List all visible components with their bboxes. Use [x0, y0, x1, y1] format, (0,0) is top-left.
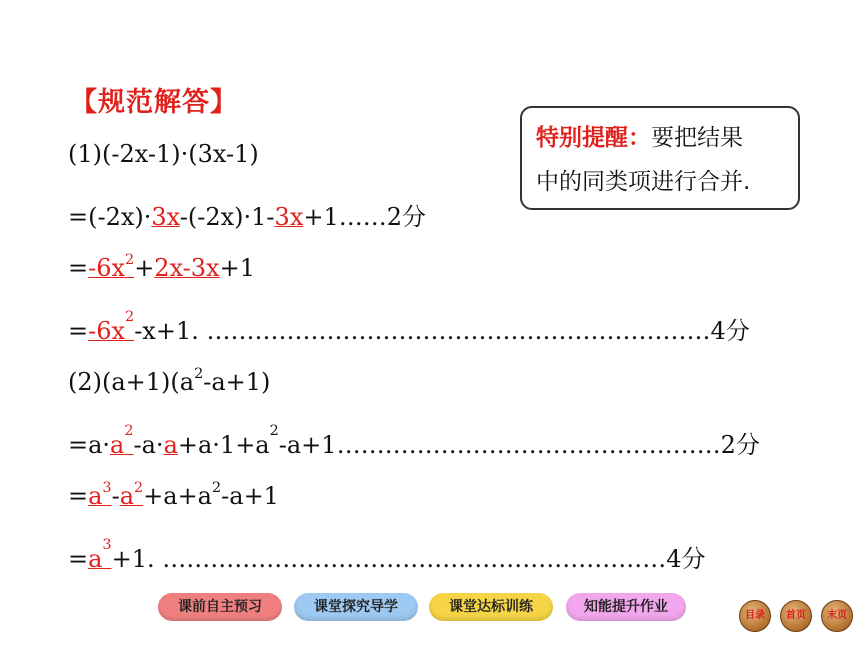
solution-line-8: [68, 539, 705, 574]
solution-line-1: (1)(-2x-1)·(3x-1): [68, 140, 259, 168]
text: =: [68, 545, 89, 573]
highlight: 3x: [151, 203, 180, 231]
exponent: 3: [102, 537, 112, 553]
highlight: [88, 254, 134, 282]
text: -a·: [133, 431, 164, 459]
text: a: [110, 431, 125, 459]
exponent: 2: [194, 366, 204, 382]
highlight: [88, 537, 112, 573]
highlight: [110, 423, 134, 459]
exponent: 2: [134, 480, 144, 496]
solution-line-4: [68, 311, 750, 346]
highlight: [120, 482, 143, 510]
text: +: [134, 254, 155, 282]
highlight: 2x-3x: [154, 254, 220, 282]
text: a: [119, 482, 134, 510]
solution-line-6: [68, 425, 760, 460]
text: -6x: [88, 254, 126, 282]
highlight: 3x: [274, 203, 304, 231]
highlight: [88, 482, 111, 510]
text: -x+1. ………………………………………………………4分: [134, 317, 750, 345]
text: +1. ………………………………………………………4分: [111, 545, 706, 573]
solution-line-2: [68, 197, 426, 232]
exponent: 3: [102, 480, 112, 496]
highlight: a: [163, 431, 178, 459]
exponent: 2: [269, 423, 279, 439]
nav-practice-button[interactable]: 课堂达标训练: [429, 593, 553, 621]
solution-line-5: [68, 368, 270, 396]
text: =: [68, 482, 89, 510]
tip-box: [520, 106, 800, 210]
exponent: 2: [125, 309, 135, 325]
text: +a+a: [143, 482, 212, 510]
text: -a+1: [221, 482, 279, 510]
text: (2)(a+1)(a: [68, 368, 195, 396]
text: -(-2x)·1-: [179, 203, 275, 231]
text: =: [68, 317, 89, 345]
text: +a·1+a: [177, 431, 270, 459]
text: a: [88, 482, 103, 510]
text: =(-2x)·: [68, 203, 152, 231]
solution-line-7: [68, 482, 279, 510]
text: +1: [219, 254, 255, 282]
end-button[interactable]: 末页: [821, 600, 853, 632]
solution-line-3: [68, 254, 255, 282]
text: a: [88, 545, 103, 573]
home-button[interactable]: 首页: [780, 600, 812, 632]
tip-text-1: 要把结果: [651, 125, 743, 151]
highlight: [88, 309, 135, 345]
text: -: [111, 482, 120, 510]
exponent: 2: [212, 480, 222, 496]
text: +1……2分: [303, 203, 427, 231]
exponent: 2: [125, 252, 135, 268]
nav-homework-button[interactable]: 知能提升作业: [566, 593, 686, 621]
tip-label: 特别提醒：: [536, 125, 651, 151]
text: =: [68, 254, 89, 282]
nav-explore-button[interactable]: 课堂探究导学: [294, 593, 418, 621]
section-heading: 【规范解答】: [70, 87, 238, 118]
exponent: 2: [124, 423, 134, 439]
text: -a+1): [203, 368, 271, 396]
tip-text-2: 中的同类项进行合并.: [536, 169, 751, 195]
text: -a+1…………………………………………2分: [278, 431, 760, 459]
toc-button[interactable]: 目录: [739, 600, 771, 632]
nav-preview-button[interactable]: 课前自主预习: [158, 593, 282, 621]
text: =a·: [68, 431, 111, 459]
text: -6x: [88, 317, 126, 345]
